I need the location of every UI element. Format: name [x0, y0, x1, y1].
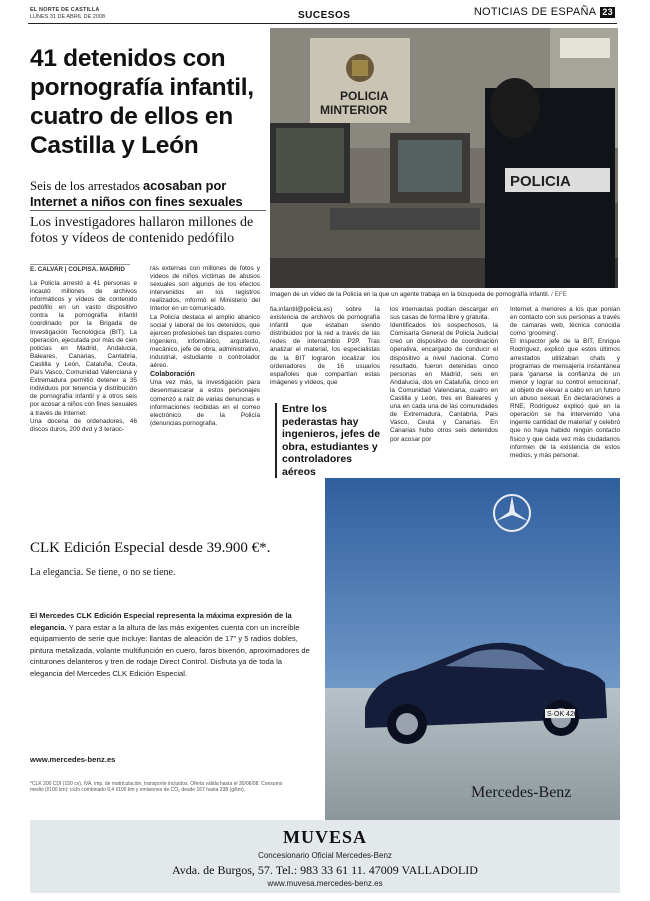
ad-car-image — [325, 478, 620, 820]
national-section-label: NOTICIAS DE ESPAÑA — [473, 6, 597, 18]
section-subhead: Colaboración — [150, 371, 195, 379]
car-illustration — [325, 478, 620, 820]
paragraph: El inspector jefe de la BIT, Enrique Rodríguez, explicó que estos últimos arrestados utilizaban chats y programas de mensajería instantánea para 'ganarse la confianza de un menor y lograr su control emocional', al objeto de elevar a cabo en un futuro un abuso sexual. En declaraciones a RNE, Rodríguez explicó que en la operación se ha intervenido 'una ingente cantidad de material' y celebró que no haya habido ningún contacto físico y que cada vez más ciudadanos informen de la existencia de estos medios, y más personal. — [510, 338, 620, 459]
paragraph: Una docena de ordenadores, 46 discos duros, 200 dvd y 3 teraoc- — [30, 417, 137, 433]
kicker-plain: Seis de los arrestados — [30, 179, 144, 193]
ad-title: CLK Edición Especial desde 39.900 €*. — [30, 540, 271, 556]
issue-date: LUNES 31 DE ABRIL DE 2008 — [30, 13, 106, 20]
mercedes-star-icon — [492, 493, 532, 538]
body-column-2 — [150, 265, 260, 465]
publication-name: EL NORTE DE CASTILLA — [30, 7, 100, 13]
wall-sign-text-1: POLICIA — [340, 89, 389, 103]
header-rule — [28, 23, 617, 24]
byline: E. CALVAR | COLPISA. MADRID — [30, 264, 130, 273]
mercedes-advertisement[interactable] — [30, 478, 620, 820]
dealer-website-link[interactable]: www.muvesa.mercedes-benz.es — [267, 879, 383, 888]
license-plate: S·OK 420 — [547, 711, 578, 718]
photo-credit: / EFE — [551, 291, 567, 298]
ad-body — [30, 610, 310, 680]
national-header — [474, 6, 615, 18]
dealer-name: MUVESA — [282, 827, 367, 847]
article-kicker — [30, 178, 268, 210]
ad-tagline: La elegancia. Se tiene, o no se tiene. — [30, 567, 176, 578]
article-photo — [270, 28, 618, 288]
body-column-5 — [510, 306, 620, 466]
ad-fine-print: *CLK 200 CDI (150 cv). IVA, imp. de matriculación, transporte incluidos. Oferta válida hasta el 30/06/08. Consumo medio (l/100 km): ciclo combinado 6,4 l/100 km y emisiones de CO₂ desde 167 hasta 238 (g/km). — [30, 781, 283, 793]
ad-lead: El Mercedes CLK Edición Especial representa la máxima expresión de la elegancia. — [30, 611, 292, 632]
wall-sign-text-2: MINTERIOR — [320, 103, 388, 117]
caption-text: Imagen de un vídeo de la Policía en la que un agente trabaja en la búsqueda de pornografía infantil. — [270, 291, 550, 298]
paragraph: Una vez más, la investigación para desenmascarar a estos personajes comenzó a raíz de varias denuncias e informaciones recibidas en el correo electrónico de la Policía (denuncias.pornografia. — [150, 379, 260, 427]
brand-wordmark: Mercedes-Benz — [471, 784, 572, 801]
kicker-bold-1: acosaban por — [143, 178, 227, 193]
kicker-bold-2: Internet a niños con fines sexuales — [30, 194, 243, 209]
ad-website-link[interactable]: www.mercedes-benz.es — [30, 755, 116, 764]
paragraph: los internautas podían descargar en sus casas de forma libre y gratuita. — [390, 306, 498, 322]
article-subhead: Los investigadores hallaron millones de fotos y vídeos de contenido pedófilo — [30, 215, 254, 246]
dealer-address: Avda. de Burgos, 57. Tel.: 983 33 61 11. 47009 VALLADOLID — [172, 863, 478, 877]
body-column-3 — [270, 306, 380, 386]
paragraph: La Policía destaca el amplio abanico social y laboral de los detenidos, que ejercen profesiones tan dispares como ingeniero, informático, arquitecto, mecánico, jefe de obra, administrativo, industrial, estudiante o controlador aéreo. — [150, 313, 260, 370]
pull-quote: Entre los pederastas hay ingenieros, jefes de obra, estudiantes y controladores aéreos — [275, 403, 383, 478]
police-crest-icon — [346, 54, 374, 82]
masthead — [30, 7, 105, 20]
dealer-subtitle: Concesionario Oficial Mercedes-Benz — [258, 851, 392, 860]
paragraph: Identificados los sospechosos, la Comisaría General de Policía Judicial creó un dispositivo de coordinación operativa, encargado de conducir el dispositivo a nivel nacional. Como resultado, fueron detenidas cinco personas en Madrid, seis en Andalucía, dos en Cataluña, cinco en la Comunidad Valenciana, cuatro en Castilla y León, tres en Baleares y una en cada una de las comunidades de Extremadura, Cantabria, País Vasco, Ceuta y Canarias. En Canarias hubo otros seis detenidos por acosar por — [390, 322, 498, 443]
section-title: SUCESOS — [298, 10, 351, 21]
paragraph: La Policía arrestó a 41 personas e incautó millones de archivos informáticos y vídeos de contenido pedófilo en un vasto dispositivo contra la pornografía infantil coordinado por la Brigada de Investigación Tecnológica (BIT). La operación, ejecutada por más de cien policías en Madrid, Andalucía, Baleares, Canarias, Cantabria, Castilla y León, Cataluña, Ceuta, País Vasco, Comunidad Valenciana y Extremadura permitió detener a 35 individuos por tenencia y distribución de pornografía infantil y a otros seis por acosar a niños con fines sexuales a través de Internet. — [30, 280, 137, 417]
dealer-banner — [30, 820, 620, 893]
body-column-1 — [30, 280, 137, 464]
ad-body-text: Y para estar a la altura de las más exigentes cuenta con un increíble equipamiento de serie que incluye: llantas de aleación de 17" y 5 radios dobles, pintura metalizada, volante multifunción en cuero, faros bixenón, aproximadores de cinturones delanteros y tren de rodaje Direct Control. Disfruta ya de toda la elegancia del Mercedes CLK Edición Especial. — [30, 622, 310, 678]
police-office-illustration — [270, 28, 618, 288]
page-number: 23 — [602, 6, 613, 17]
ad-text-panel — [30, 478, 325, 820]
photo-caption — [270, 291, 620, 298]
uniform-text: POLICIA — [510, 173, 571, 190]
paragraph: ras externas con millones de fotos y vídeos de niños víctimas de abusos sexuales son algunos de los efectos intervenidos en los registros realizados, informó el Ministerio del Interior en un comunicado. — [150, 265, 260, 313]
article-headline: 41 detenidos con pornografía infantil, cuatro de ellos en Castilla y León — [30, 45, 254, 159]
paragraph: fia.infantil@policia.es) sobre la existencia de archivos de pornografía infantil que estaban siendo distribuidos por la red a través de las redes de intercambio P2P. Tras analizar el material, los especialistas de la BIT lograron localizar los ordenadores de 16 usuarios españoles que compartían estas imágenes y vídeos, que — [270, 306, 380, 386]
kicker-divider — [30, 210, 266, 211]
body-column-4 — [390, 306, 498, 466]
paragraph: Internet a menores a los que ponían en contacto con sus personas a través de camaras web, técnica conocida como 'grooming'. — [510, 306, 620, 338]
